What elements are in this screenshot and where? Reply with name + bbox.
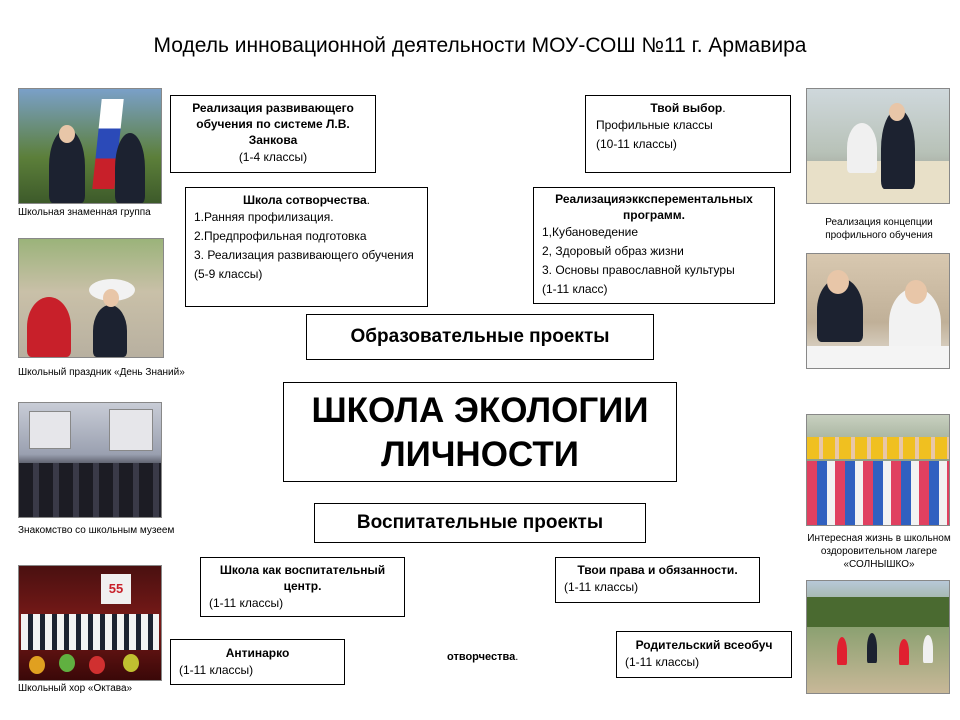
photo-flag-group <box>18 88 162 204</box>
face-shape <box>103 289 119 307</box>
box-choice <box>585 95 791 173</box>
box-rights-title: Твои права и обязанности. <box>577 563 738 577</box>
caption-profile: Реализация концепции профильного обучения <box>825 217 933 241</box>
box-cocreation-title-dot: . <box>366 193 370 207</box>
box-zankov-title: Реализация развивающего обучения по системе Л.В. Занкова <box>192 101 354 147</box>
child-figure <box>923 635 933 663</box>
box-antinarko-title: Антинарко <box>225 646 290 660</box>
box-cocreation <box>185 187 428 307</box>
lab-table <box>807 161 949 203</box>
caption-knowledge-day: Школьный праздник «День Знаний» <box>18 367 185 378</box>
box-center-school-note: (1-11 классы) <box>209 596 284 610</box>
edu-projects-label: Образовательные проекты <box>306 314 654 360</box>
center-title <box>283 382 677 482</box>
face-shape <box>59 125 75 143</box>
teacher-figure <box>847 123 877 173</box>
box-cocreation-title: Школа сотворчества <box>243 193 367 207</box>
box-cocreation-item: 3. Реализация развивающего обучения (5-9 классы) <box>194 248 414 281</box>
choir-row <box>21 614 159 650</box>
photo-camp-football <box>806 580 950 694</box>
box-antinarko <box>170 639 345 685</box>
photo-knowledge-day <box>18 238 164 358</box>
stray-text-dot: . <box>515 651 519 663</box>
photo-museum <box>18 402 162 518</box>
child-figure <box>867 633 877 663</box>
trees-shape <box>807 597 949 627</box>
box-choice-title-dot: . <box>722 101 726 115</box>
child-figure <box>899 639 909 665</box>
box-antinarko-note: (1-11 классы) <box>179 663 254 677</box>
box-cocreation-item: 2.Предпрофильная подготовка <box>194 229 367 243</box>
box-experimental-item: (1-11 класс) <box>542 282 608 296</box>
box-rights <box>555 557 760 603</box>
face-shape <box>889 103 905 121</box>
caption-museum: Знакомство со школьным музеем <box>18 525 175 536</box>
student-figure <box>27 297 71 357</box>
upbringing-projects-label: Воспитательные проекты <box>314 503 646 543</box>
photo-lab <box>806 88 950 204</box>
box-center-school <box>200 557 405 617</box>
stray-text-bold: отворчества <box>447 651 516 663</box>
balloon-shape <box>89 656 105 674</box>
teacher-figure <box>881 109 915 189</box>
box-parents <box>616 631 792 678</box>
box-zankov <box>170 95 376 173</box>
stray-text <box>447 651 518 663</box>
child-figure <box>837 637 847 665</box>
desk-shape <box>807 346 949 368</box>
box-experimental-item: 2, Здоровый образ жизни <box>542 244 684 258</box>
student-figure <box>115 133 145 203</box>
photo-classroom <box>806 253 950 369</box>
box-rights-note: (1-11 классы) <box>564 580 639 594</box>
box-choice-title: Твой выбор <box>650 101 723 115</box>
box-parents-note: (1-11 классы) <box>625 655 700 669</box>
box-choice-item: (10-11 классы) <box>596 137 677 151</box>
balloon-shape <box>59 654 75 672</box>
caption-choir: Школьный хор «Октава» <box>18 683 133 694</box>
box-experimental-item: 1,Кубановедение <box>542 225 639 239</box>
box-experimental <box>533 187 775 304</box>
center-title-line2: ЛИЧНОСТИ <box>381 435 579 474</box>
box-cocreation-item: 1.Ранняя профилизация. <box>194 210 334 224</box>
balloon-shape <box>123 654 139 672</box>
caption-flag-group: Школьная знаменная группа <box>18 207 151 218</box>
exhibit-board <box>109 409 153 451</box>
student-figure <box>93 305 127 357</box>
box-parents-title: Родительский всеобуч <box>635 638 773 652</box>
box-center-school-title: Школа как воспитательный центр. <box>219 563 386 593</box>
box-experimental-title: Реализацияэкксперементальных программ. <box>555 192 753 222</box>
kids-row <box>807 461 949 525</box>
photo-choir <box>18 565 162 681</box>
caps-row <box>807 437 949 459</box>
box-experimental-item: 3. Основы православной культуры <box>542 263 735 277</box>
center-title-line1: ШКОЛА ЭКОЛОГИИ <box>311 391 649 430</box>
balloon-shape <box>29 656 45 674</box>
box-choice-item: Профильные классы <box>596 118 713 132</box>
face-shape <box>905 280 927 304</box>
box-zankov-note: (1-4 классы) <box>238 150 308 164</box>
crowd-shape <box>19 463 161 517</box>
poster-shape: 55 <box>101 574 131 604</box>
caption-camp: Интересная жизнь в школьном оздоровительном лагере «СОЛНЫШКО» <box>807 533 951 570</box>
photo-camp-group <box>806 414 950 526</box>
exhibit-board <box>29 411 71 449</box>
face-shape <box>827 270 849 294</box>
page-title: Модель инновационной деятельности МОУ-СОШ №11 г. Армавира <box>153 34 807 57</box>
